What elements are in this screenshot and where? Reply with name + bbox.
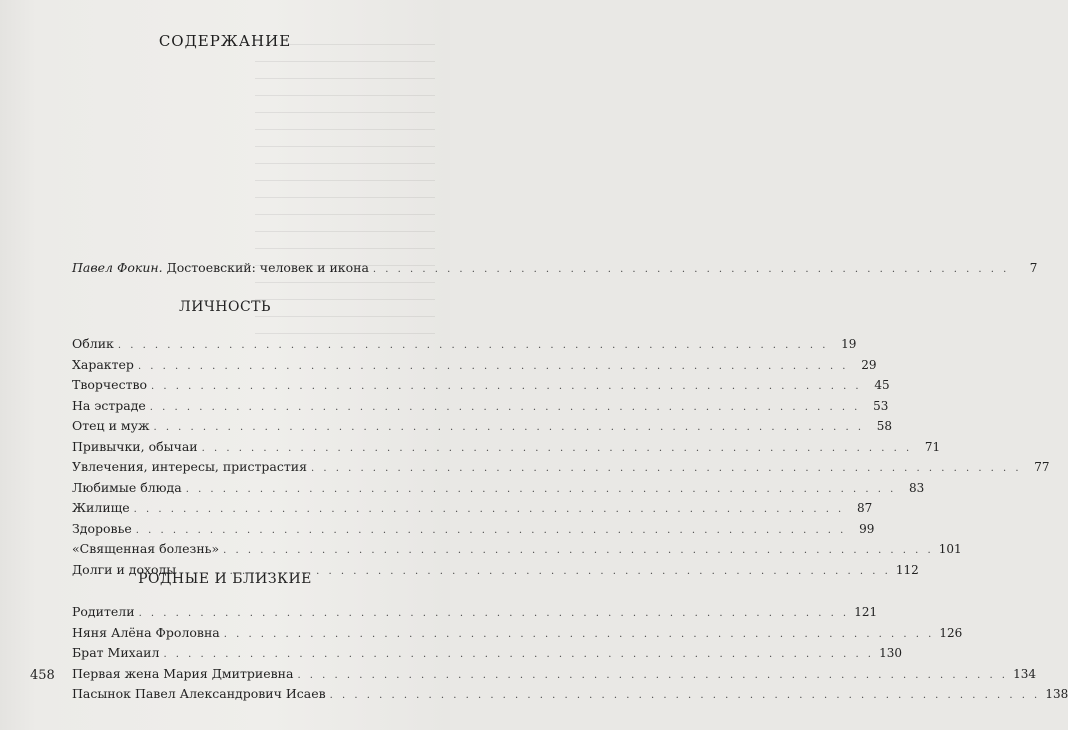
toc-row[interactable] bbox=[72, 355, 877, 376]
entry-title: Творчество bbox=[72, 377, 148, 392]
leader-dots: . . . . . . . . . . . . . . . . . . . . . . . . . . . . . . . . . . . . . . . . . . . . . . . . . . . . . . . . . . bbox=[117, 340, 829, 351]
entry-page: 58 bbox=[876, 419, 893, 433]
entry-title: Достоевский: человек и икона bbox=[166, 260, 369, 275]
toc-row[interactable] bbox=[72, 334, 857, 355]
toc-row[interactable] bbox=[72, 457, 1050, 478]
leader-dots: . . . . . . . . . . . . . . . . . . . . . . . . . . . . . . . . . . . . . . . . . . . . . . . . . . . . . . . . . . bbox=[149, 401, 861, 413]
entry-title: Родители bbox=[72, 604, 135, 619]
contents-heading: СОДЕРЖАНИЕ bbox=[158, 32, 292, 50]
leader-dots: . . . . . . . . . . . . . . . . . . . . . . . . . . . . . . . . . . . . . . . . . . . . . . . . . . . . . . . . . . bbox=[137, 360, 849, 372]
leader-dots: . . . . . . . . . . . . . . . . . . . . . . . . . . . . . . . . . . . . . . . . . . . . . . . . . . . . . . . . . . bbox=[138, 608, 850, 619]
intro-entry bbox=[72, 258, 1038, 279]
leader-dots: . . . . . . . . . . . . . . . . . . . . . . . . . . . . . . . . . . . . . . . . . . . . . . . . . . . . . . . . . . bbox=[223, 628, 935, 640]
entry-title: Первая жена Мария Дмитриевна bbox=[72, 665, 294, 681]
leader-dots: . . . . . . . . . . . . . . . . . . . . . . . . . . . . . . . . . . . . . . . . . . . . . . . . . . . . . . . . . . bbox=[223, 545, 934, 556]
toc-row[interactable] bbox=[72, 664, 1036, 685]
toc-row[interactable] bbox=[72, 375, 890, 396]
entry-page: 71 bbox=[924, 439, 941, 454]
entry-page: 77 bbox=[1034, 460, 1050, 474]
entry-page: 138 bbox=[1045, 687, 1068, 701]
entry-page: 101 bbox=[938, 542, 962, 556]
entry-page: 45 bbox=[874, 378, 890, 392]
toc-row[interactable] bbox=[72, 602, 878, 623]
entry-title: Привычки, обычаи bbox=[72, 438, 198, 454]
entry-page: 29 bbox=[861, 357, 877, 372]
entry-title: Облик bbox=[72, 336, 114, 351]
toc-row[interactable] bbox=[72, 498, 873, 519]
entry-title: На эстраде bbox=[72, 397, 146, 413]
leader-dots: . . . . . . . . . . . . . . . . . . . . . . . . . . . . . . . . . . . . . . . . . . . . . . . . . . . . . . . . . . bbox=[163, 649, 874, 660]
entry-title: Брат Михаил bbox=[72, 645, 160, 660]
toc-row[interactable] bbox=[72, 684, 1068, 705]
entry-title: Увлечения, интересы, пристрастия bbox=[72, 459, 308, 474]
leader-dots: . . . . . . . . . . . . . . . . . . . . . . . . . . . . . . . . . . . . . . . . . . . . . . . . . . . . . . . . . . bbox=[297, 669, 1008, 681]
section-family-list bbox=[72, 602, 1068, 705]
entry-title: Няня Алёна Фроловна bbox=[72, 624, 220, 640]
entry-title: «Священная болезнь» bbox=[72, 541, 220, 556]
entry-title: Долги и доходы bbox=[72, 561, 177, 577]
toc-row[interactable] bbox=[72, 539, 962, 560]
entry-title: Пасынок Павел Александрович Исаев bbox=[72, 686, 326, 701]
leader-dots: . . . . . . . . . . . . . . . . . . . . . . . . . . . . . . . . . . . . . . . . . . . . . . . . . . . . . . . . . . bbox=[153, 422, 865, 433]
section-heading-family: РОДНЫЕ И БЛИЗКИЕ bbox=[138, 571, 312, 587]
entry-page: 121 bbox=[854, 605, 878, 619]
toc-row[interactable] bbox=[72, 478, 925, 499]
leader-dots: . . . . . . . . . . . . . . . . . . . . . . . . . . . . . . . . . . . . . . . . . . . . . . . . . . . . . . . . . . bbox=[185, 483, 897, 495]
toc-row[interactable] bbox=[72, 437, 941, 458]
entry-page: 112 bbox=[895, 562, 919, 577]
entry-page: 126 bbox=[939, 625, 963, 640]
entry-page: 134 bbox=[1013, 666, 1036, 681]
page-number: 458 bbox=[30, 668, 55, 683]
leader-dots: . . . . . . . . . . . . . . . . . . . . . . . . . . . . . . . . . . . . . . . . . . . . . . . . . . . . . . . . . . bbox=[201, 442, 913, 454]
entry-title: Отец и муж bbox=[72, 418, 150, 433]
entry-page: 53 bbox=[873, 398, 889, 413]
toc-row[interactable] bbox=[72, 258, 1038, 279]
entry-page: 83 bbox=[909, 480, 925, 495]
entry-page: 99 bbox=[859, 521, 875, 536]
section-personality-list bbox=[72, 334, 1050, 580]
entry-title: Любимые блюда bbox=[72, 479, 182, 495]
toc-row[interactable] bbox=[72, 396, 889, 417]
entry-page: 19 bbox=[841, 337, 857, 351]
leader-dots: . . . . . . . . . . . . . . . . . . . . . . . . . . . . . . . . . . . . . . . . . . . . . . . . . . . . . . . . . . bbox=[329, 690, 1041, 701]
leader-dots: . . . . . . . . . . . . . . . . . . . . . . . . . . . . . . . . . . . . . . . . . . . . . . . . . . . . . . . . . . bbox=[180, 565, 891, 577]
leader-dots: . . . . . . . . . . . . . . . . . . . . . . . . . . . . . . . . . . . . . . . . . . . . . . . . . . . . . . . . . . bbox=[151, 381, 862, 392]
leader-dots: . . . . . . . . . . . . . . . . . . . . . . . . . . . . . . . . . . . . . . . . . . . . . . . . . . . . . . . . . . bbox=[135, 524, 847, 536]
entry-author: Павел Фокин. bbox=[72, 260, 163, 275]
leader-dots: . . . . . . . . . . . . . . . . . . . . . . . . . . . . . . . . . . . . . . . . . . . . . . . . . . . . . . . . . . bbox=[311, 463, 1022, 474]
entry-page: 7 bbox=[1029, 261, 1038, 275]
entry-title: Жилище bbox=[72, 500, 130, 515]
leader-dots: . . . . . . . . . . . . . . . . . . . . . . . . . . . . . . . . . . . . . . . . . . . . . . . . . . . . bbox=[372, 264, 1010, 275]
entry-title: Здоровье bbox=[72, 520, 132, 536]
entry-title: Характер bbox=[72, 356, 134, 372]
entry-page: 87 bbox=[856, 501, 873, 515]
toc-row[interactable] bbox=[72, 519, 875, 540]
leader-dots: . . . . . . . . . . . . . . . . . . . . . . . . . . . . . . . . . . . . . . . . . . . . . . . . . . . . . . . . . . bbox=[133, 504, 845, 515]
toc-row[interactable] bbox=[72, 643, 902, 664]
entry-page: 130 bbox=[879, 646, 902, 660]
section-heading-personality: ЛИЧНОСТЬ bbox=[179, 299, 271, 315]
toc-row[interactable] bbox=[72, 623, 963, 644]
toc-row[interactable] bbox=[72, 416, 893, 437]
